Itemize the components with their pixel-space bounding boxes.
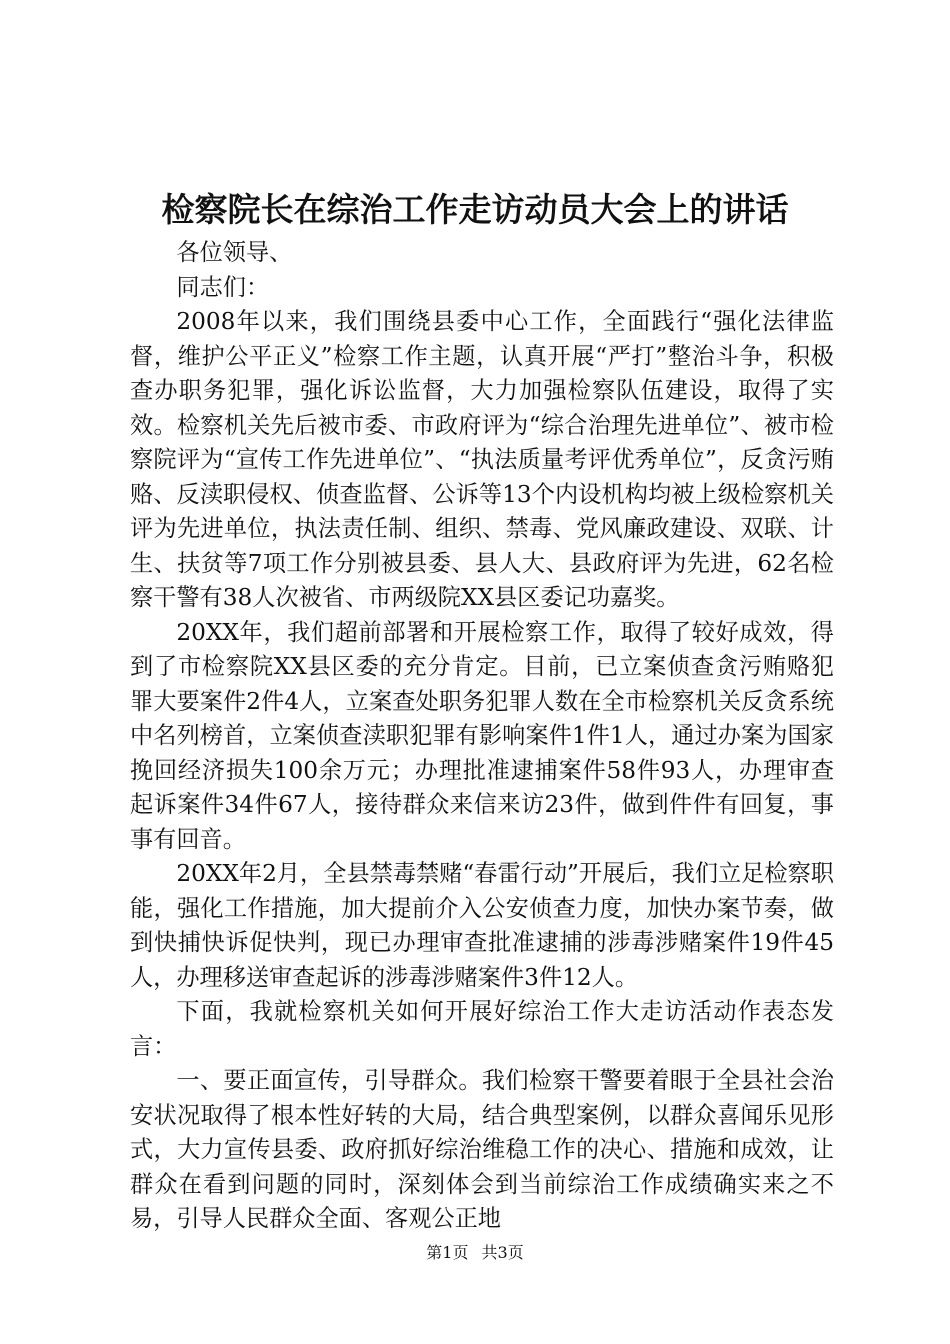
document-body <box>130 236 834 1237</box>
paragraph-current-work: 20XX年，我们超前部署和开展检察工作，取得了较好成效，得到了市检察院XX县区委的充分肯定。目前，已立案侦查贪污贿赂犯罪大要案件2件4人，立案查处职务犯罪人数在全市检察机关反贪系统中名列榜首，立案侦查渎职犯罪有影响案件1件1人，通过办案为国家挽回经济损失100余万元；办理批准逮捕案件58件93人，办理审查起诉案件34件67人，接待群众来信来访23件，做到件件有回复，事事有回音。 <box>130 618 834 853</box>
page-number: 第1页 <box>426 1243 469 1262</box>
paragraph-intro-statement: 下面，我就检察机关如何开展好综治工作大走访活动作表态发言： <box>130 998 834 1060</box>
document-title: 检察院长在综治工作走访动员大会上的讲话 <box>161 190 789 229</box>
salutation-line-1: 各位领导、 <box>176 239 293 266</box>
page-total: 共3页 <box>481 1243 524 1262</box>
paragraph-point-one: 一、要正面宣传，引导群众。我们检察干警要着眼于全县社会治安状况取得了根本性好转的大局，结合典型案例，以群众喜闻乐见形式，大力宣传县委、政府抓好综治维稳工作的决心、措施和成效，让群众在看到问题的同时，深刻体会到当前综治工作成绩确实来之不易，引导人民群众全面、客观公正地 <box>130 1067 834 1232</box>
salutation-line-2: 同志们： <box>176 273 270 301</box>
page-footer <box>0 1241 950 1265</box>
paragraph-achievements: 2008年以来，我们围绕县委中心工作，全面践行“强化法律监督，维护公平正义”检察工作主题，认真开展“严打”整治斗争，积极查办职务犯罪，强化诉讼监督，大力加强检察队伍建设，取得了实效。检察机关先后被市委、市政府评为“综合治理先进单位”、被市检察院评为“宣传工作先进单位”、“执法质量考评优秀单位”，反贪污贿赂、反渎职侵权、侦查监督、公诉等13个内设机构均被上级检察机关评为先进单位，执法责任制、组织、禁毒、党风廉政建设、双联、计生、扶贫等7项工作分别被县委、县人大、县政府评为先进，62名检察干警有38人次被省、市两级院XX县区委记功嘉奖。 <box>130 308 834 611</box>
paragraph-spring-thunder: 20XX年2月，全县禁毒禁赌“春雷行动”开展后，我们立足检察职能，强化工作措施，加大提前介入公安侦查力度，加快办案节奏，做到快捕快诉促快判，现已办理审查批准逮捕的涉毒涉赌案件19件45人，办理移送审查起诉的涉毒涉赌案件3件12人。 <box>130 860 834 991</box>
